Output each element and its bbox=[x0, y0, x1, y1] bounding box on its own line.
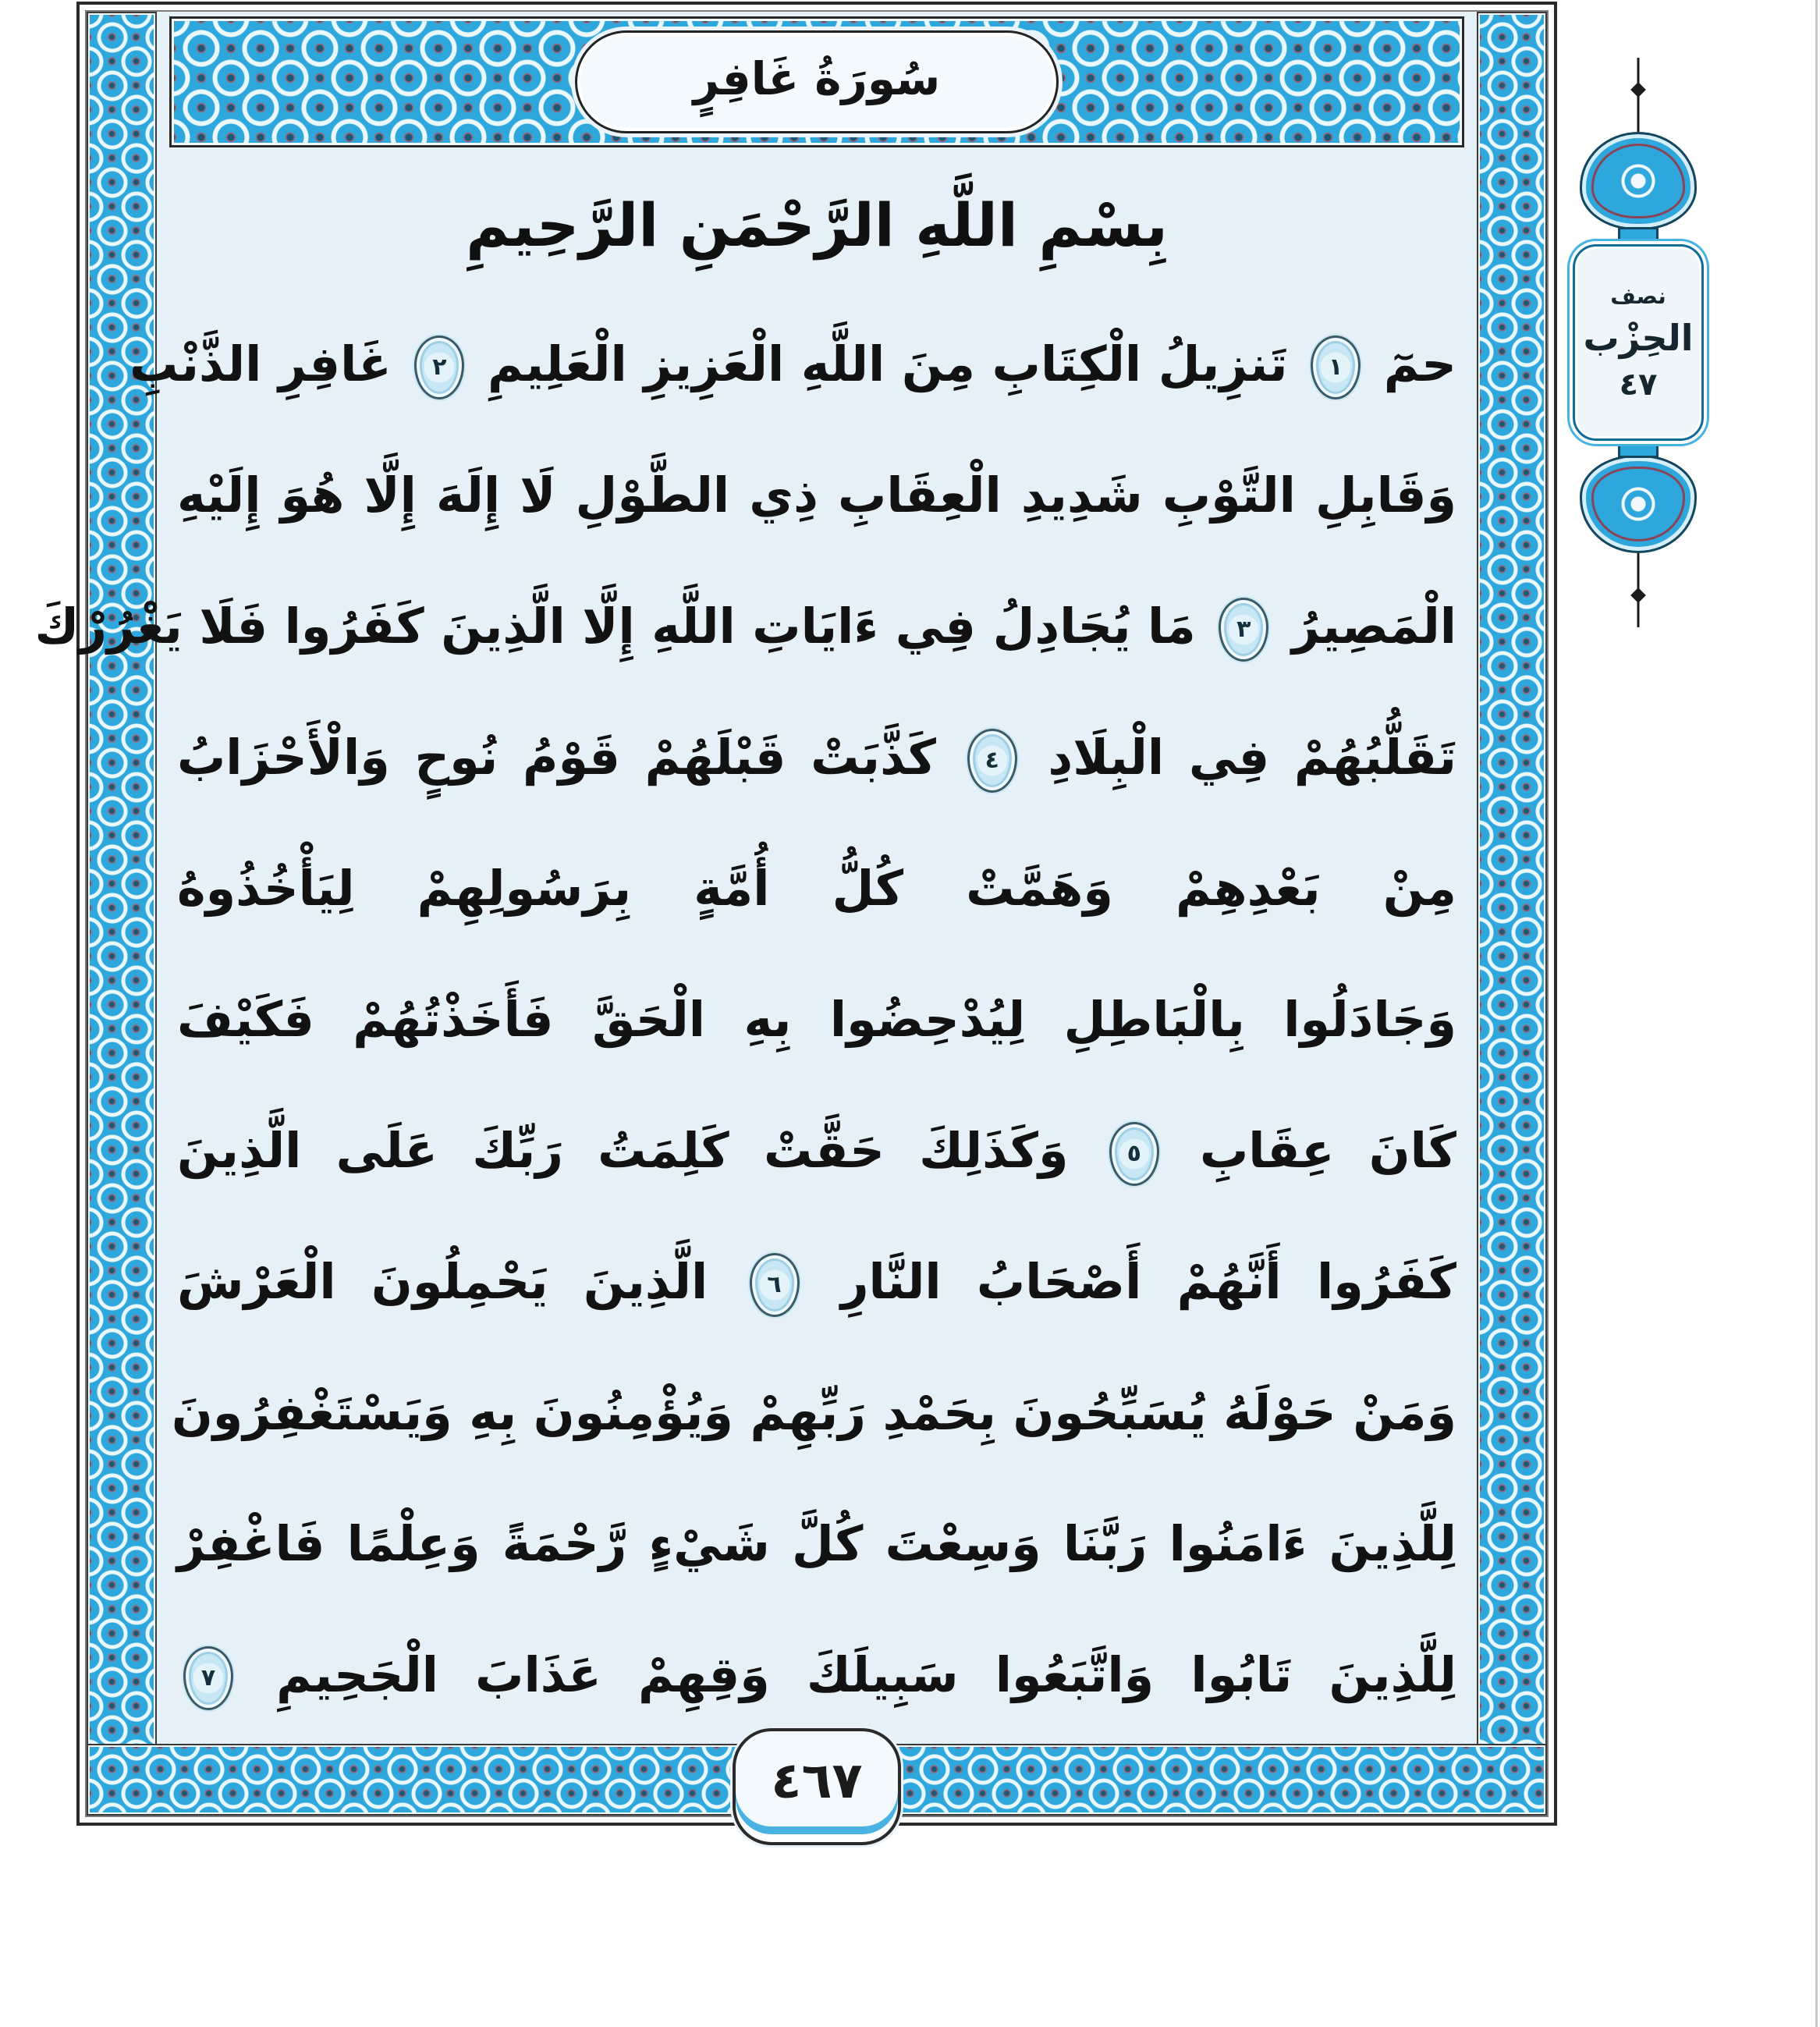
quran-line-11 bbox=[177, 1610, 1456, 1741]
hizb-label-main: الحِزْب bbox=[1583, 316, 1694, 359]
verse-marker: ٣ bbox=[1219, 598, 1268, 662]
verse-marker: ٢ bbox=[414, 335, 464, 399]
surah-header-band bbox=[169, 16, 1464, 147]
verse-text: مِنْ بَعْدِهِمْ وَهَمَّتْ كُلُّ أُمَّةٍ بِرَسُولِهِمْ لِيَأْخُذُوهُ bbox=[177, 860, 1456, 917]
bismillah-line: بِسْمِ اللَّهِ الرَّحْمَنِ الرَّحِيمِ bbox=[466, 190, 1168, 260]
hizb-cartouche bbox=[1573, 244, 1704, 441]
quran-line-1 bbox=[129, 299, 1456, 430]
hizb-medallion bbox=[1563, 58, 1713, 627]
quran-line-5 bbox=[177, 823, 1456, 954]
verse-text: وَكَذَلِكَ حَقَّتْ كَلِمَتُ رَبِّكَ عَلَى الَّذِينَ bbox=[177, 1122, 1069, 1179]
quran-line-6 bbox=[177, 954, 1456, 1085]
verse-text: تَقَلُّبُهُمْ فِي الْبِلَادِ bbox=[1048, 729, 1456, 786]
ornament-finial-top-icon bbox=[1563, 58, 1713, 132]
page-number: ٤٦٧ bbox=[771, 1752, 863, 1810]
quran-line-4 bbox=[177, 692, 1456, 823]
verse-text: كَانَ عِقَابِ bbox=[1199, 1122, 1456, 1179]
verse-text: غَافِرِ الذَّنْبِ bbox=[129, 335, 392, 392]
surah-title: سُورَةُ غَافِرٍ bbox=[693, 52, 941, 105]
quran-line-2 bbox=[177, 430, 1456, 561]
verse-text: مَا يُجَادِلُ فِي ءَايَاتِ اللَّهِ إِلَّا الَّذِينَ كَفَرُوا فَلَا يَغْرُرْكَ bbox=[34, 598, 1196, 655]
verse-marker: ٧ bbox=[183, 1646, 233, 1710]
verse-marker: ٦ bbox=[750, 1253, 800, 1317]
ornament-finial-bottom-icon bbox=[1563, 553, 1713, 627]
page-interior bbox=[34, 10, 1549, 1817]
verse-marker: ٤ bbox=[967, 729, 1017, 793]
border-ornament-right bbox=[1477, 12, 1547, 1816]
verse-marker: ١ bbox=[1311, 335, 1361, 399]
verse-text: وَقَابِلِ التَّوْبِ شَدِيدِ الْعِقَابِ ذِي الطَّوْلِ لَا إِلَهَ إِلَّا هُوَ إِلَيْهِ bbox=[177, 467, 1456, 524]
quran-line-8 bbox=[177, 1216, 1456, 1347]
verse-text: لِلَّذِينَ ءَامَنُوا رَبَّنَا وَسِعْتَ كُلَّ شَيْءٍ رَّحْمَةً وَعِلْمًا فَاغْفِرْ bbox=[177, 1515, 1456, 1572]
verse-text: كَذَّبَتْ قَبْلَهُمْ قَوْمُ نُوحٍ وَالْأَحْزَابُ bbox=[177, 729, 936, 786]
medallion-bulb-top-icon bbox=[1580, 132, 1697, 230]
verse-marker: ٥ bbox=[1109, 1122, 1159, 1186]
verse-text: الْمَصِيرُ bbox=[1291, 598, 1456, 655]
verse-lines bbox=[34, 299, 1456, 1738]
medallion-bulb-bottom-icon bbox=[1580, 455, 1697, 553]
border-ornament-left bbox=[87, 12, 157, 1816]
surah-title-cartouche bbox=[575, 30, 1059, 133]
page-content bbox=[34, 12, 1477, 1744]
verse-text: حمٓ bbox=[1383, 335, 1456, 392]
page-number-cartouche bbox=[733, 1728, 901, 1845]
hizb-number: ٤٧ bbox=[1619, 366, 1658, 403]
verse-text: كَفَرُوا أَنَّهُمْ أَصْحَابُ النَّارِ bbox=[840, 1253, 1456, 1310]
quran-line-10 bbox=[177, 1479, 1456, 1610]
verse-text: وَمَنْ حَوْلَهُ يُسَبِّحُونَ بِحَمْدِ رَبِّهِمْ وَيُؤْمِنُونَ بِهِ وَيَسْتَغْفِرُونَ bbox=[171, 1384, 1456, 1441]
hizb-label-top: نصف bbox=[1610, 282, 1666, 309]
verse-text: الَّذِينَ يَحْمِلُونَ الْعَرْشَ bbox=[177, 1253, 708, 1310]
verse-text: وَجَادَلُوا بِالْبَاطِلِ لِيُدْحِضُوا بِهِ الْحَقَّ فَأَخَذْتُهُمْ فَكَيْفَ bbox=[177, 991, 1456, 1048]
verse-text: تَنزِيلُ الْكِتَابِ مِنَ اللَّهِ الْعَزِيزِ الْعَلِيمِ bbox=[487, 335, 1288, 392]
scan-page-edge bbox=[1815, 0, 1818, 2027]
quran-line-9 bbox=[171, 1347, 1456, 1479]
quran-line-7 bbox=[177, 1085, 1456, 1216]
quran-line-3 bbox=[34, 561, 1456, 692]
verse-text: لِلَّذِينَ تَابُوا وَاتَّبَعُوا سَبِيلَكَ وَقِهِمْ عَذَابَ الْجَحِيمِ bbox=[276, 1646, 1456, 1703]
mushaf-page-frame bbox=[34, 2, 1557, 1826]
